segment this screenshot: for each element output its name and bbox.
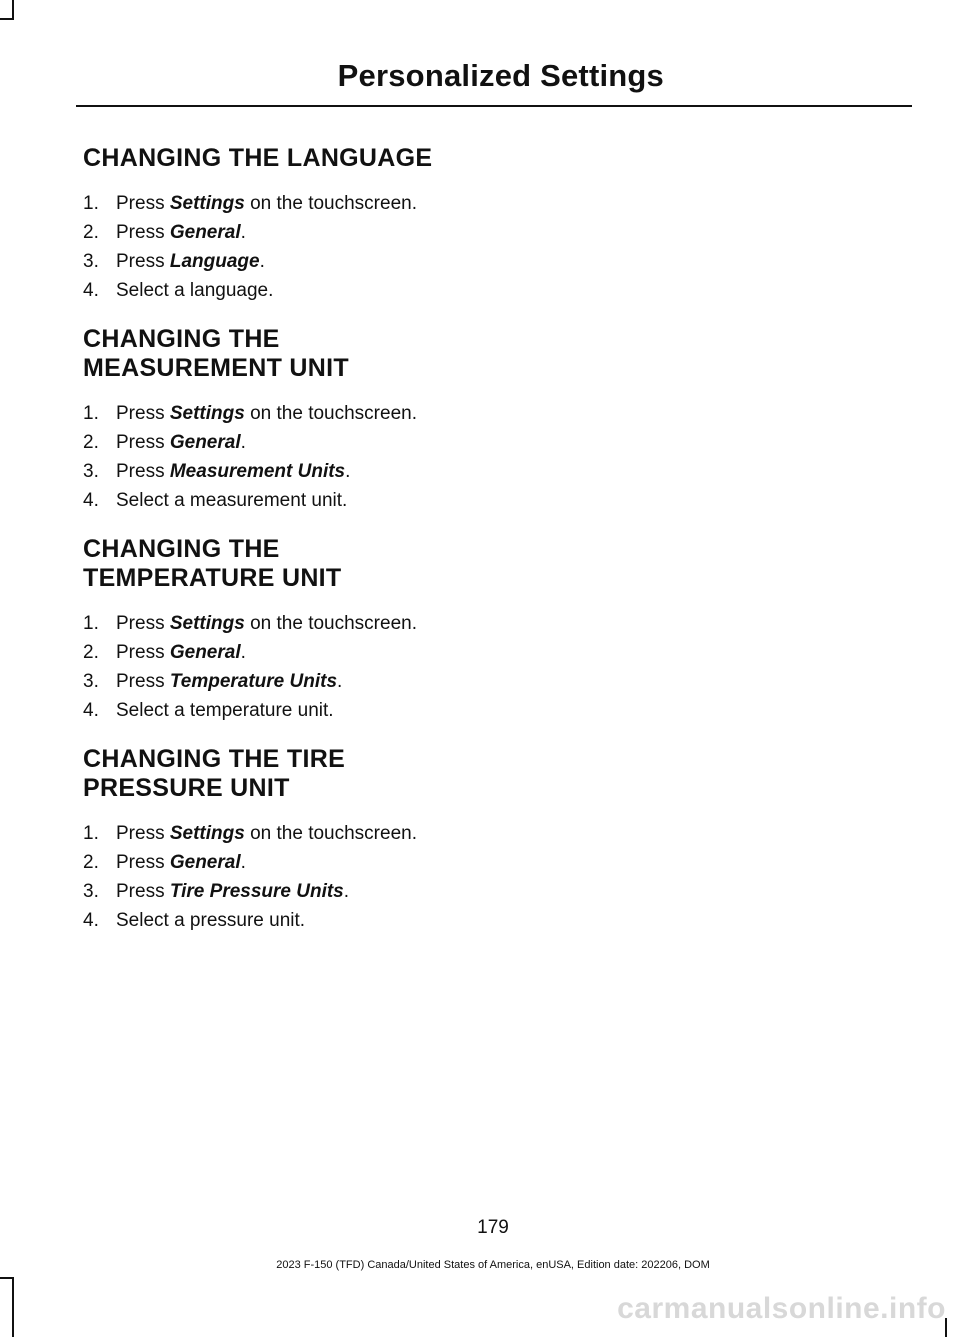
step-item xyxy=(83,457,503,486)
step-text xyxy=(116,428,246,457)
step-text-plain: . xyxy=(259,251,265,272)
step-text-plain: . xyxy=(343,881,350,902)
header-divider xyxy=(76,105,912,107)
step-menu-option: General xyxy=(169,852,241,873)
step-text-plain: on the touchscreen. xyxy=(244,613,417,634)
step-item xyxy=(83,399,503,428)
step-text-plain: Select a language. xyxy=(116,280,274,301)
instruction-section xyxy=(83,144,503,305)
step-text-plain: Press xyxy=(116,642,170,663)
step-text xyxy=(116,638,246,667)
instruction-section xyxy=(83,745,503,935)
main-content xyxy=(83,144,503,955)
step-text xyxy=(116,667,342,696)
page-title: Personalized Settings xyxy=(337,58,664,93)
step-text xyxy=(116,457,350,486)
step-item xyxy=(83,848,503,877)
step-number: 1. xyxy=(83,823,99,844)
step-number: 3. xyxy=(83,881,99,902)
step-number: 3. xyxy=(83,251,99,272)
section-heading xyxy=(83,535,503,593)
section-heading xyxy=(83,325,503,383)
step-text-plain: on the touchscreen. xyxy=(244,193,417,214)
step-item xyxy=(83,906,503,935)
step-text-plain: on the touchscreen. xyxy=(244,823,417,844)
step-number: 1. xyxy=(83,193,99,214)
step-menu-option: Temperature Units xyxy=(169,671,338,692)
watermark: carmanualsonline.info xyxy=(617,1292,946,1325)
step-list xyxy=(83,189,503,305)
step-number: 2. xyxy=(83,852,99,873)
step-item xyxy=(83,276,503,305)
edition-footer: 2023 F-150 (TFD) Canada/United States of America, enUSA, Edition date: 202206, DOM xyxy=(276,1259,710,1271)
step-text-plain: on the touchscreen. xyxy=(244,403,417,424)
step-text xyxy=(116,189,417,218)
section-heading-line: PRESSURE UNIT xyxy=(83,774,290,802)
step-text xyxy=(116,276,273,305)
step-item xyxy=(83,486,503,515)
step-text xyxy=(116,877,349,906)
step-item xyxy=(83,667,503,696)
step-text-plain: Press xyxy=(116,852,170,873)
section-heading-line: MEASUREMENT UNIT xyxy=(83,354,349,382)
step-text-plain: Select a pressure unit. xyxy=(116,910,306,931)
section-heading-line: CHANGING THE LANGUAGE xyxy=(83,144,433,172)
step-text xyxy=(116,218,246,247)
section-heading-line: CHANGING THE TIRE xyxy=(83,745,346,773)
step-text-plain: . xyxy=(337,671,343,692)
step-item xyxy=(83,877,503,906)
step-item xyxy=(83,609,503,638)
step-number: 4. xyxy=(83,910,99,931)
step-text-plain: Press xyxy=(116,823,170,844)
step-text xyxy=(116,696,334,725)
step-menu-option: General xyxy=(169,432,241,453)
step-text xyxy=(116,609,417,638)
step-item xyxy=(83,189,503,218)
section-heading-line: TEMPERATURE UNIT xyxy=(83,564,342,592)
step-number: 1. xyxy=(83,613,99,634)
section-heading xyxy=(83,144,503,173)
step-text-plain: Press xyxy=(116,613,170,634)
step-number: 1. xyxy=(83,403,99,424)
crop-mark-bottom-left-horizontal xyxy=(0,1277,14,1279)
step-menu-option: General xyxy=(169,642,241,663)
step-number: 2. xyxy=(83,642,99,663)
step-menu-option: Settings xyxy=(169,403,245,424)
step-text-plain: Press xyxy=(116,193,170,214)
step-text-plain: . xyxy=(240,852,246,873)
step-menu-option: Tire Pressure Units xyxy=(169,881,344,902)
step-text-plain: Press xyxy=(116,222,170,243)
step-number: 2. xyxy=(83,432,99,453)
step-text xyxy=(116,906,305,935)
step-text-plain: Press xyxy=(116,671,170,692)
step-text xyxy=(116,848,246,877)
page-number: 179 xyxy=(477,1217,509,1238)
step-text-plain: . xyxy=(240,432,246,453)
step-menu-option: Settings xyxy=(169,613,245,634)
step-number: 4. xyxy=(83,280,99,301)
step-number: 2. xyxy=(83,222,99,243)
step-text xyxy=(116,247,265,276)
step-item xyxy=(83,428,503,457)
step-list xyxy=(83,609,503,725)
step-text xyxy=(116,399,417,428)
instruction-section xyxy=(83,325,503,515)
section-heading-line: CHANGING THE xyxy=(83,325,280,353)
step-menu-option: Settings xyxy=(169,193,245,214)
step-menu-option: Language xyxy=(169,251,260,272)
step-text xyxy=(116,486,347,515)
step-text-plain: . xyxy=(345,461,351,482)
step-list xyxy=(83,819,503,935)
step-item xyxy=(83,247,503,276)
step-text-plain: . xyxy=(240,642,246,663)
step-number: 4. xyxy=(83,700,99,721)
step-text-plain: Press xyxy=(116,403,170,424)
crop-mark-top-left-vertical xyxy=(12,0,14,20)
step-menu-option: Measurement Units xyxy=(169,461,346,482)
crop-mark-top-left-horizontal xyxy=(0,18,14,20)
step-text-plain: Press xyxy=(116,251,170,272)
step-item xyxy=(83,696,503,725)
step-text-plain: Select a measurement unit. xyxy=(116,490,348,511)
step-menu-option: Settings xyxy=(169,823,245,844)
step-menu-option: General xyxy=(169,222,241,243)
step-text-plain: Press xyxy=(116,881,170,902)
step-text-plain: Press xyxy=(116,432,170,453)
step-item xyxy=(83,638,503,667)
step-number: 3. xyxy=(83,671,99,692)
step-list xyxy=(83,399,503,515)
instruction-section xyxy=(83,535,503,725)
section-heading xyxy=(83,745,503,803)
step-text-plain: Press xyxy=(116,461,170,482)
step-text-plain: . xyxy=(240,222,246,243)
section-heading-line: CHANGING THE xyxy=(83,535,280,563)
crop-mark-bottom-left-vertical xyxy=(12,1277,14,1337)
step-number: 3. xyxy=(83,461,99,482)
step-number: 4. xyxy=(83,490,99,511)
step-item xyxy=(83,218,503,247)
step-text xyxy=(116,819,417,848)
step-text-plain: Select a temperature unit. xyxy=(116,700,334,721)
step-item xyxy=(83,819,503,848)
